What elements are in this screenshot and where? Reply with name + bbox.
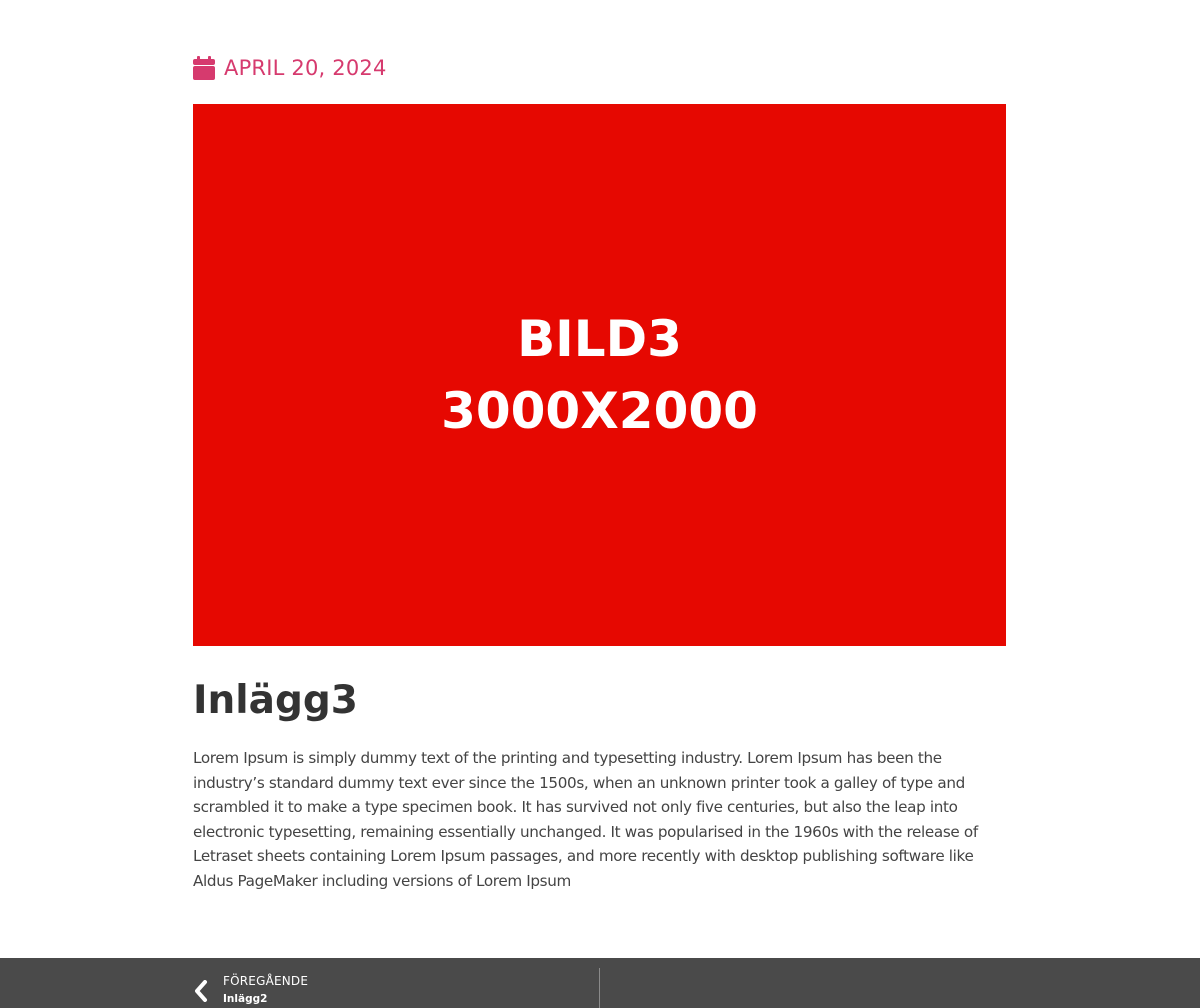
navigation-divider bbox=[599, 968, 600, 1008]
post-navigation bbox=[0, 958, 1200, 1008]
featured-image-dimensions: 3000X2000 bbox=[441, 382, 758, 440]
post-title: Inlägg3 bbox=[193, 678, 358, 723]
previous-post-title: Inlägg2 bbox=[223, 993, 268, 1005]
post-body: Lorem Ipsum is simply dummy text of the printing and typesetting industry. Lorem Ipsum has been the industry’s standard dummy text ever since the 1500s, when an unknown printer took a galley of type and scrambled it to make a type specimen book. It has survived not only five centuries, but also the leap into electronic typesetting, remaining essentially unchanged. It was popularised in the 1960s with the release of Letraset sheets containing Lorem Ipsum passages, and more recently with desktop publishing software like Aldus PageMaker including versions of Lorem Ipsum bbox=[193, 749, 978, 890]
post-date-row bbox=[193, 54, 387, 82]
calendar-icon bbox=[193, 56, 215, 80]
previous-post-text bbox=[223, 972, 308, 1008]
post-date: APRIL 20, 2024 bbox=[224, 56, 387, 80]
previous-post-kicker: FÖREGÅENDE bbox=[223, 974, 309, 988]
featured-image-label: BILD3 bbox=[517, 310, 682, 368]
featured-image bbox=[193, 104, 1006, 646]
previous-post-link[interactable] bbox=[193, 972, 308, 1008]
chevron-left-icon bbox=[193, 980, 209, 1002]
